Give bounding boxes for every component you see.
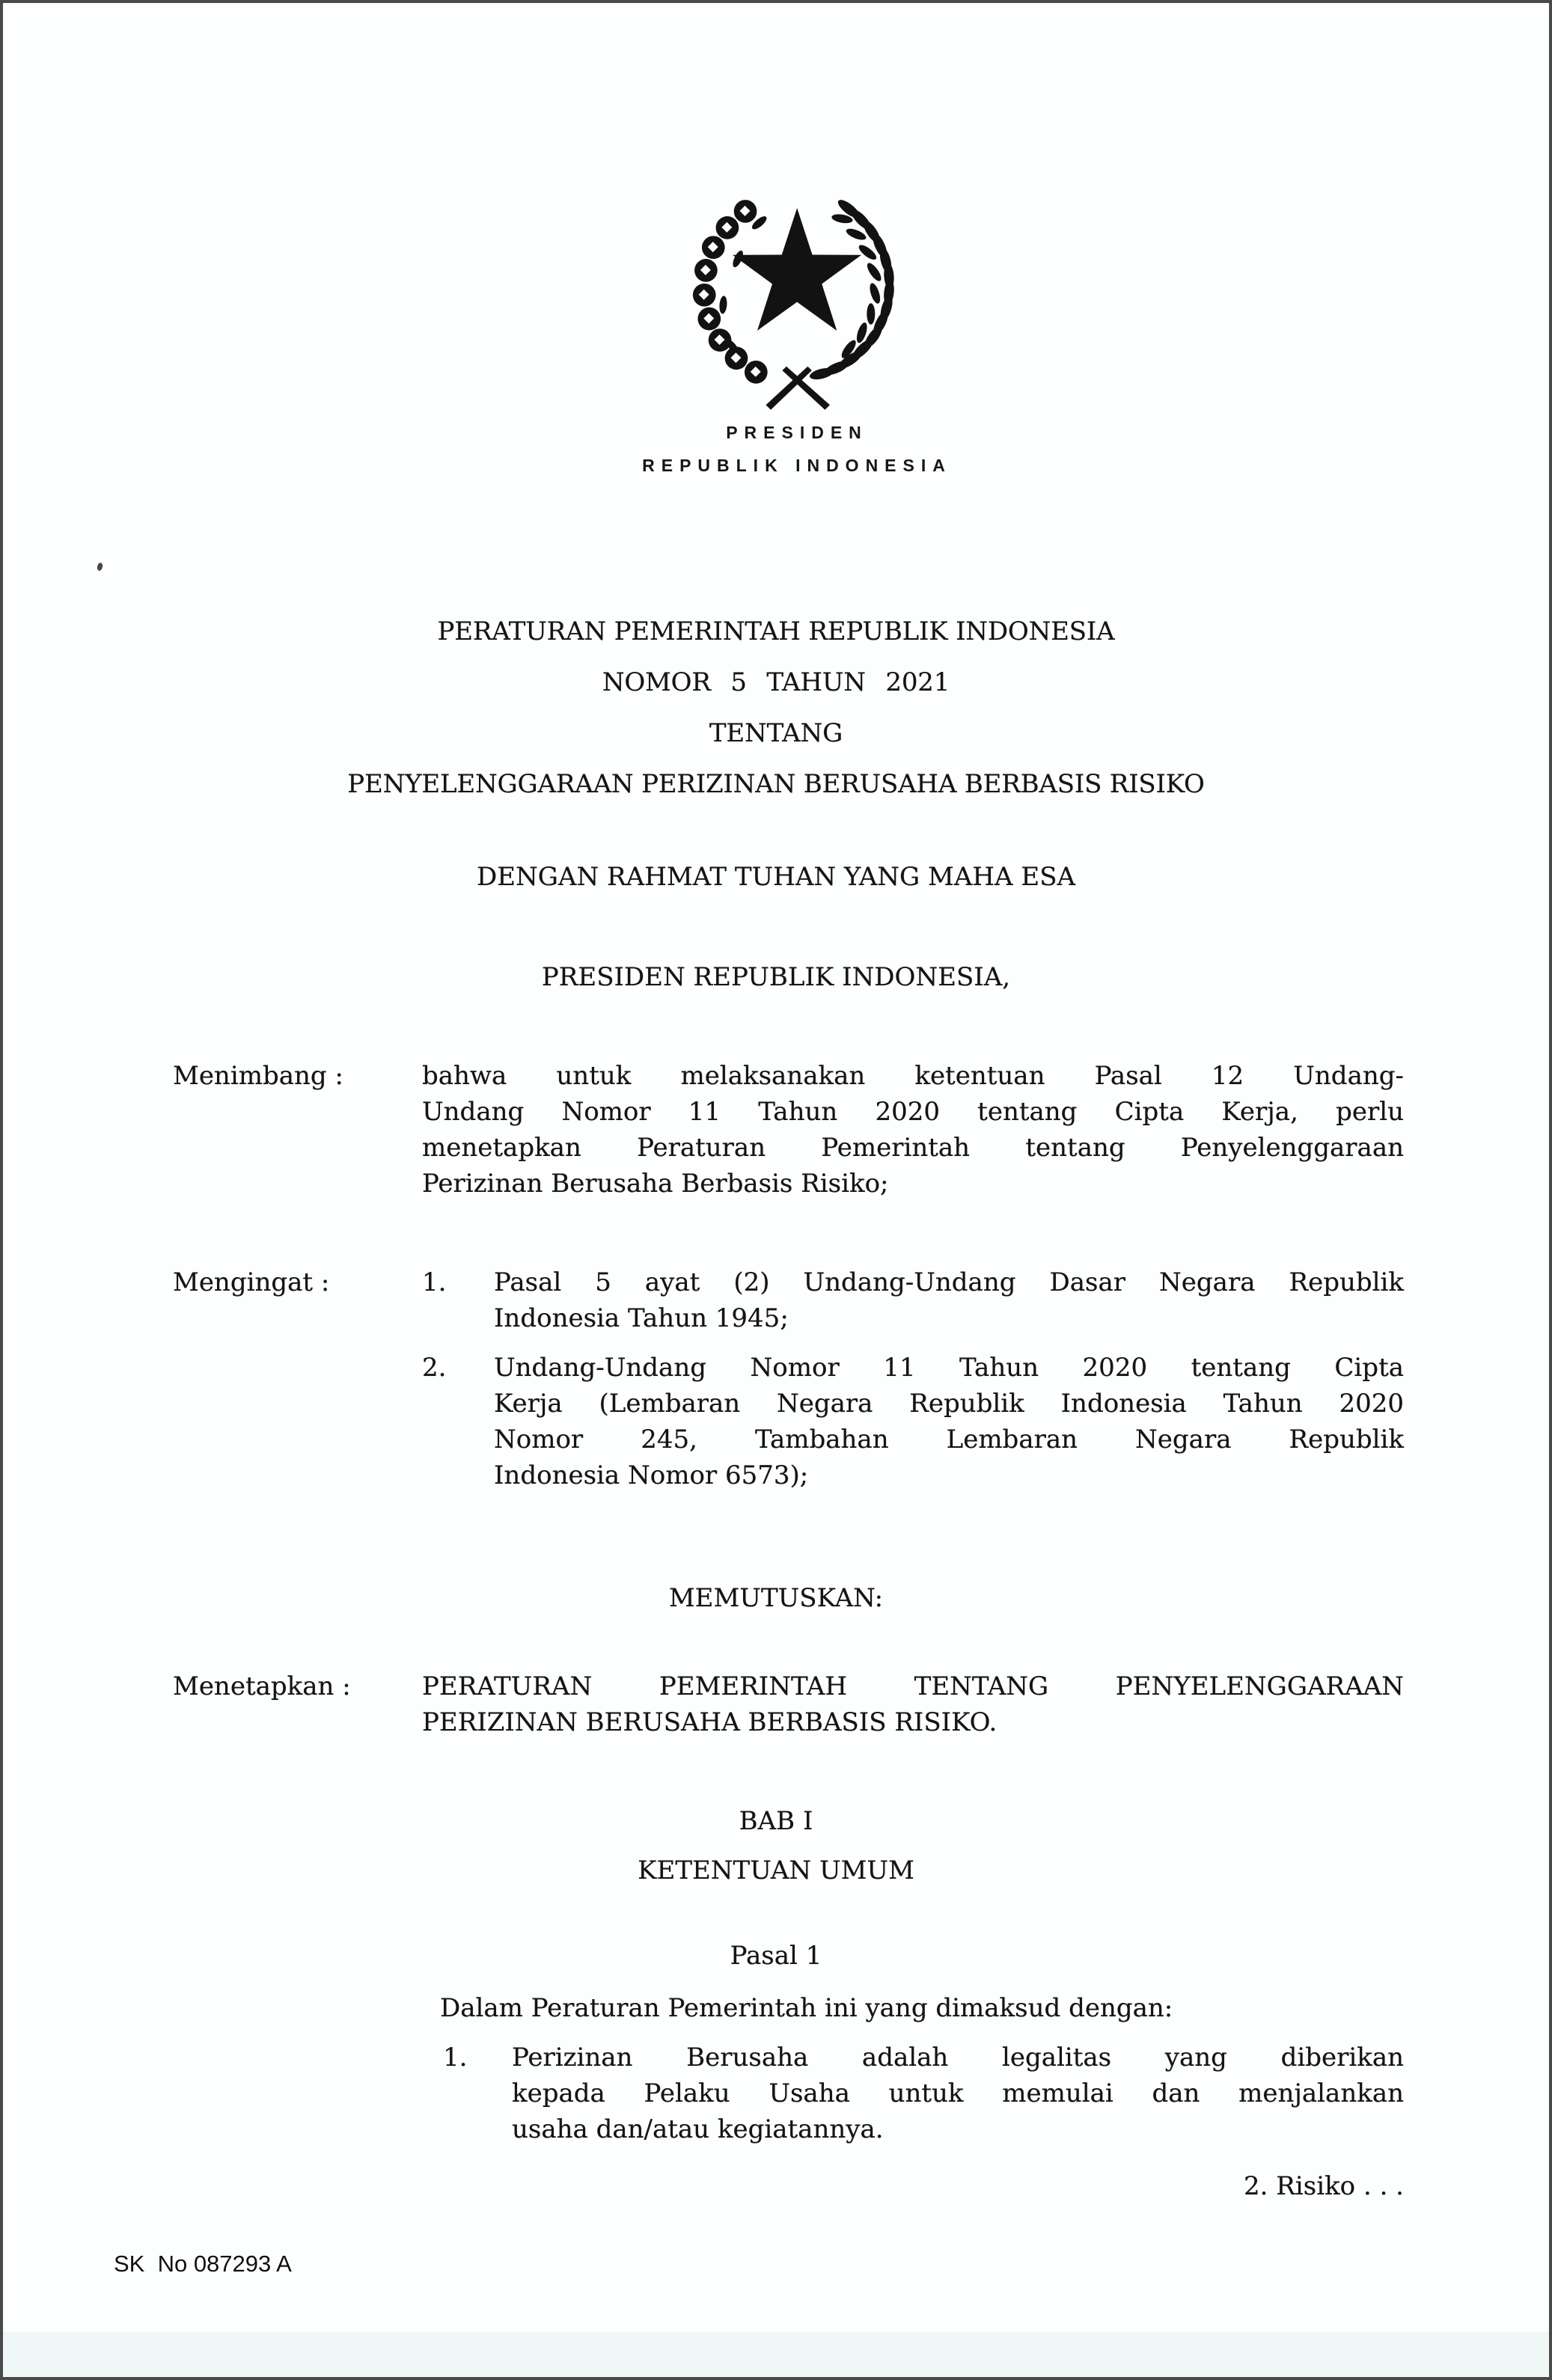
mengingat-item-1 xyxy=(422,1264,1404,1336)
bab-title: KETENTUAN UMUM xyxy=(638,1856,914,1885)
menimbang-text: bahwa untuk melaksanakan ketentuan Pasal 12 Undang- Undang Nomor 11 Tahun 2020 tentang Cipta Kerja, perlu menetapkan Peraturan Pemerintah tentang Penyelenggaraan Perizinan Berusaha Berbasis Risiko; xyxy=(422,1061,1404,1199)
mengingat-section xyxy=(173,1264,1404,1493)
memutuskan-heading: MEMUTUSKAN: xyxy=(668,1583,884,1613)
title-line-1: PERATURAN PEMERINTAH REPUBLIK INDONESIA xyxy=(437,617,1115,646)
sk-number: SK No 087293 A xyxy=(114,2251,292,2277)
star-wreath-emblem-icon xyxy=(673,174,920,412)
page-catchword: 2. Risiko . . . xyxy=(1244,2171,1404,2201)
menimbang-section xyxy=(173,1058,1404,1202)
scan-artifact-dot xyxy=(97,562,103,571)
item-text: Perizinan Berusaha adalah legalitas yang diberikan kepada Pelaku Usaha untuk memulai dan menjalankan usaha dan/atau kegiatannya. xyxy=(512,2043,1404,2144)
item-text: Undang-Undang Nomor 11 Tahun 2020 tentang Cipta Kerja (Lembaran Negara Republik Indonesia Tahun 2020 Nomor 245, Tambahan Lembaran Negara Republik Indonesia Nomor 6573); xyxy=(494,1353,1404,1490)
mengingat-item-2 xyxy=(422,1350,1404,1493)
item-text: Pasal 5 ayat (2) Undang-Undang Dasar Negara Republik Indonesia Tahun 1945; xyxy=(494,1267,1404,1333)
regulation-title xyxy=(3,606,1549,810)
menetapkan-text: PERATURAN PEMERINTAH TENTANG PENYELENGGARAAN PERIZINAN BERUSAHA BERBASIS RISIKO. xyxy=(422,1671,1404,1737)
authority-line: PRESIDEN REPUBLIK INDONESIA, xyxy=(541,962,1011,992)
menetapkan-section xyxy=(173,1668,1404,1740)
definition-item-1 xyxy=(443,2040,1404,2147)
seal-caption-line2: REPUBLIK INDONESIA xyxy=(642,456,952,475)
title-line-2: NOMOR 5 TAHUN 2021 xyxy=(602,667,950,697)
title-line-4: PENYELENGGARAAN PERIZINAN BERUSAHA BERBASIS RISIKO xyxy=(347,769,1205,799)
menimbang-label: Menimbang : xyxy=(173,1061,343,1091)
presidential-seal xyxy=(642,174,952,482)
bab-number: BAB I xyxy=(739,1806,813,1836)
menetapkan-label: Menetapkan : xyxy=(173,1671,351,1701)
item-number: 1. xyxy=(443,2043,468,2072)
pasal-number: Pasal 1 xyxy=(730,1941,822,1971)
mengingat-label: Mengingat : xyxy=(173,1267,330,1297)
seal-caption xyxy=(642,416,952,482)
seal-caption-line1: PRESIDEN xyxy=(726,423,868,442)
pasal-intro: Dalam Peraturan Pemerintah ini yang dimaksud dengan: xyxy=(440,1993,1173,2023)
invocation-line: DENGAN RAHMAT TUHAN YANG MAHA ESA xyxy=(476,862,1076,892)
title-line-3: TENTANG xyxy=(709,718,843,748)
item-number: 2. xyxy=(422,1353,447,1383)
definitions-list xyxy=(443,2040,1404,2147)
item-number: 1. xyxy=(422,1267,447,1297)
